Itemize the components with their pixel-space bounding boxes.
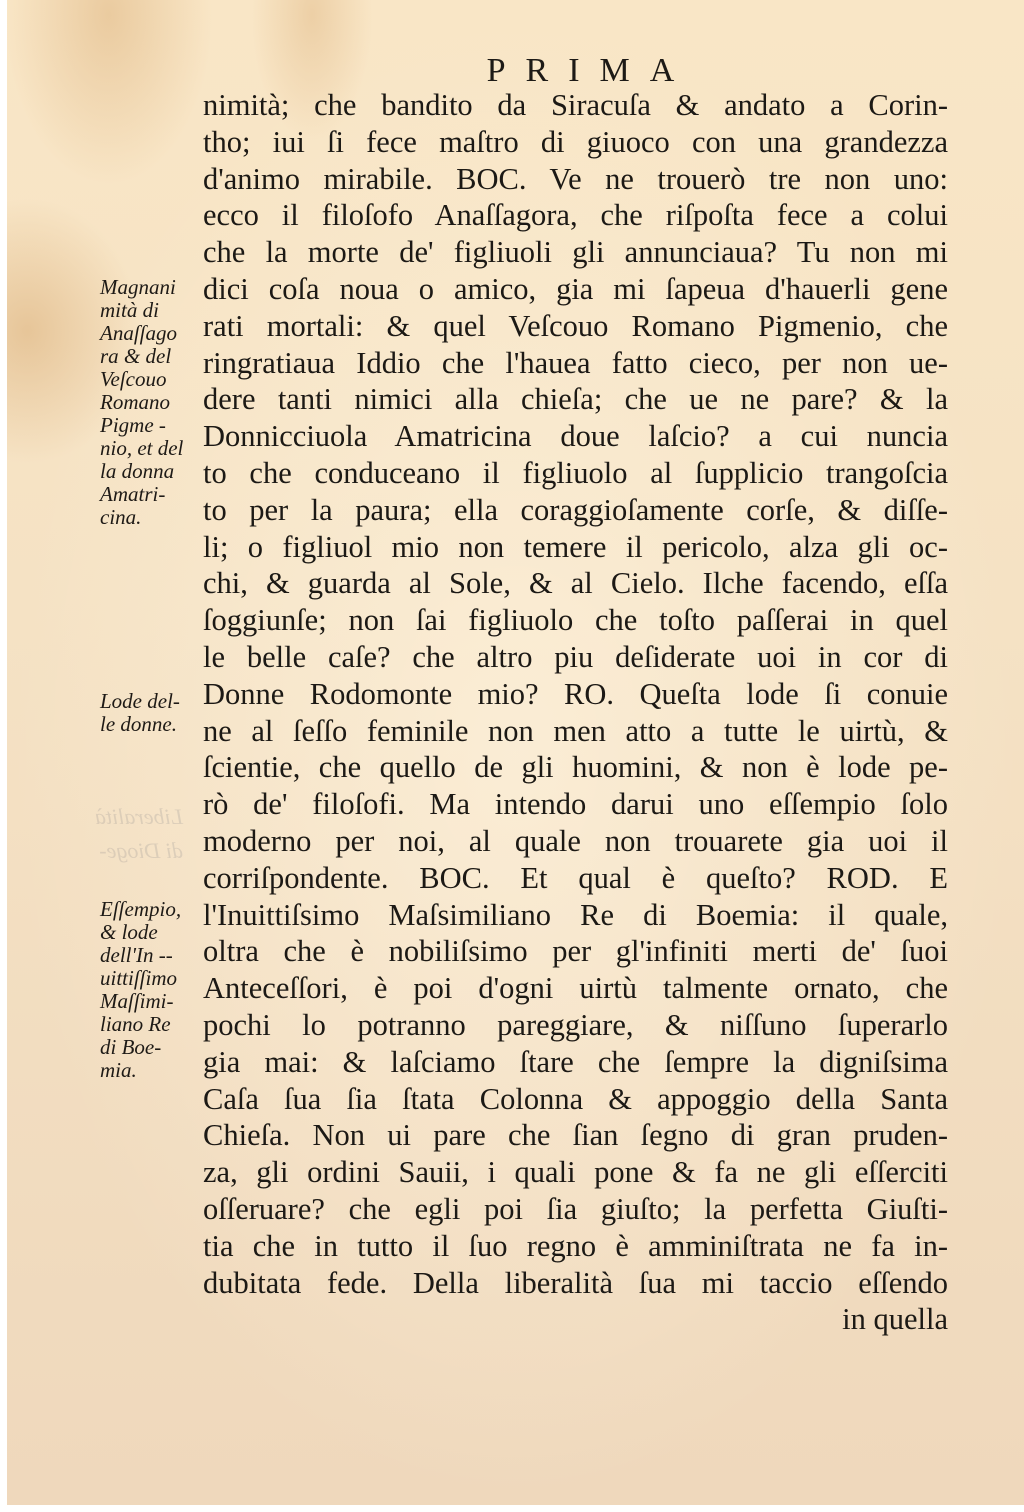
margin-note-line: Anaſſago bbox=[100, 321, 177, 345]
text-line: dici coſa noua o amico, gia mi ſapeua d'hauerli gene bbox=[203, 271, 948, 306]
text-line: Caſa ſua ſia ſtata Colonna & appoggio della Santa bbox=[203, 1081, 948, 1116]
text-line: za, gli ordini Sauii, i quali pone & fa ne gli eſſerciti bbox=[203, 1155, 948, 1190]
text-line: tho; iui ſi fece maſtro di giuoco con una grandezza bbox=[203, 124, 948, 159]
running-head: PRIMA bbox=[486, 52, 695, 89]
text-line: pochi lo potranno pareggiare, & niſſuno ſuperarlo bbox=[203, 1007, 948, 1042]
margin-note-line: ra & del bbox=[100, 344, 172, 368]
margin-note-line: di Boe- bbox=[100, 1035, 162, 1059]
text-line: to per la paura; ella coraggioſamente corſe, & diſſe- bbox=[203, 492, 948, 527]
margin-note-line: Maſſimi- bbox=[100, 989, 174, 1013]
text-line: Chieſa. Non ui pare che ſian ſegno di gran pruden- bbox=[203, 1118, 948, 1153]
margin-note-line: Veſcouo bbox=[100, 367, 167, 391]
text-line: moderno per noi, al quale non trouarete gia uoi il bbox=[203, 823, 948, 858]
margin-note-line: le donne. bbox=[100, 712, 177, 736]
margin-note-line: & lode bbox=[100, 920, 158, 944]
text-line: d'animo mirabile. BOC. Ve ne trouerò tre non uno: bbox=[203, 161, 948, 196]
text-line: li; o figliuol mio non temere il pericolo, alza gli oc- bbox=[203, 529, 948, 564]
text-line: nimità; che bandito da Siracuſa & andato a Corin- bbox=[203, 88, 948, 122]
text-line: che la morte de' figliuoli gli annunciaua? Tu non mi bbox=[203, 235, 948, 270]
margin-note-line: dell'In -- bbox=[100, 943, 173, 967]
book-page bbox=[7, 0, 1024, 1505]
text-line: dere tanti nimici alla chieſa; che ue ne pare? & la bbox=[203, 382, 948, 417]
text-line: to che conduceano il figliuolo al ſupplicio trangoſcia bbox=[203, 455, 948, 490]
margin-note-lode-donne bbox=[100, 690, 210, 736]
bleed-line: Liberalità bbox=[95, 804, 184, 829]
text-line: rò de' filoſofi. Ma intendo darui uno eſſempio ſolo bbox=[203, 787, 948, 822]
text-line: ſcientie, che quello de gli huomini, & non è lode pe- bbox=[203, 750, 948, 785]
margin-note-magnanimita bbox=[100, 276, 210, 529]
text-line: le belle caſe? che altro piu deſiderate uoi in cor di bbox=[203, 639, 948, 674]
margin-note-line: Amatri- bbox=[100, 482, 166, 506]
body-text bbox=[203, 87, 948, 1338]
margin-note-line: nio, et del bbox=[100, 436, 184, 460]
text-line: Donne Rodomonte mio? RO. Queſta lode ſi conuie bbox=[203, 676, 948, 711]
margin-note-line: mia. bbox=[100, 1058, 137, 1082]
bleed-line: di Dioge- bbox=[99, 838, 184, 863]
margin-note-line: Lode del- bbox=[100, 689, 180, 713]
text-line: ne al ſeſſo feminile non men atto a tutte le uirtù, & bbox=[203, 713, 948, 748]
text-line: oſſeruare? che egli poi ſia giuſto; la perfetta Giuſti- bbox=[203, 1191, 948, 1226]
margin-note-line: la donna bbox=[100, 459, 175, 483]
margin-note-line: Magnani bbox=[100, 275, 176, 299]
text-line: chi, & guarda al Sole, & al Cielo. Ilche facendo, eſſa bbox=[203, 566, 948, 601]
text-line: tia che in tutto il ſuo regno è amminiſtrata ne fa in- bbox=[203, 1228, 948, 1263]
bleed-through-marks bbox=[95, 800, 183, 868]
catchword: in quella bbox=[842, 1302, 948, 1337]
margin-note-line: cina. bbox=[100, 505, 142, 529]
margin-note-line: mità di bbox=[100, 298, 159, 322]
text-line: ecco il filoſofo Anaſſagora, che riſpoſta fece a colui bbox=[203, 198, 948, 233]
margin-note-line: Pigme - bbox=[100, 413, 166, 437]
text-line: ſoggiunſe; non ſai figliuolo che toſto paſſerai in quel bbox=[203, 603, 948, 638]
margin-note-essempio bbox=[100, 898, 210, 1082]
margin-note-line: uittiſſimo bbox=[100, 966, 178, 990]
text-line: l'Inuittiſsimo Maſsimiliano Re di Boemia: il quale, bbox=[203, 897, 948, 932]
text-line: Donnicciuola Amatricina doue laſcio? a cui nuncia bbox=[203, 419, 948, 454]
text-line: dubitata fede. Della liberalità ſua mi taccio eſſendo bbox=[203, 1265, 948, 1300]
text-line: rati mortali: & quel Veſcouo Romano Pigmenio, che bbox=[203, 308, 948, 343]
text-line: corriſpondente. BOC. Et qual è queſto? ROD. E bbox=[203, 860, 948, 895]
text-line: ringratiaua Iddio che l'hauea fatto cieco, per non ue- bbox=[203, 345, 948, 380]
margin-note-line: Eſſempio, bbox=[100, 897, 182, 921]
text-line: Anteceſſori, è poi d'ogni uirtù talmente ornato, che bbox=[203, 971, 948, 1006]
margin-note-line: liano Re bbox=[100, 1012, 171, 1036]
text-line: gia mai: & laſciamo ſtare che ſempre la digniſsima bbox=[203, 1044, 948, 1079]
text-line: oltra che è nobiliſsimo per gl'infiniti merti de' ſuoi bbox=[203, 934, 948, 969]
margin-note-line: Romano bbox=[100, 390, 170, 414]
